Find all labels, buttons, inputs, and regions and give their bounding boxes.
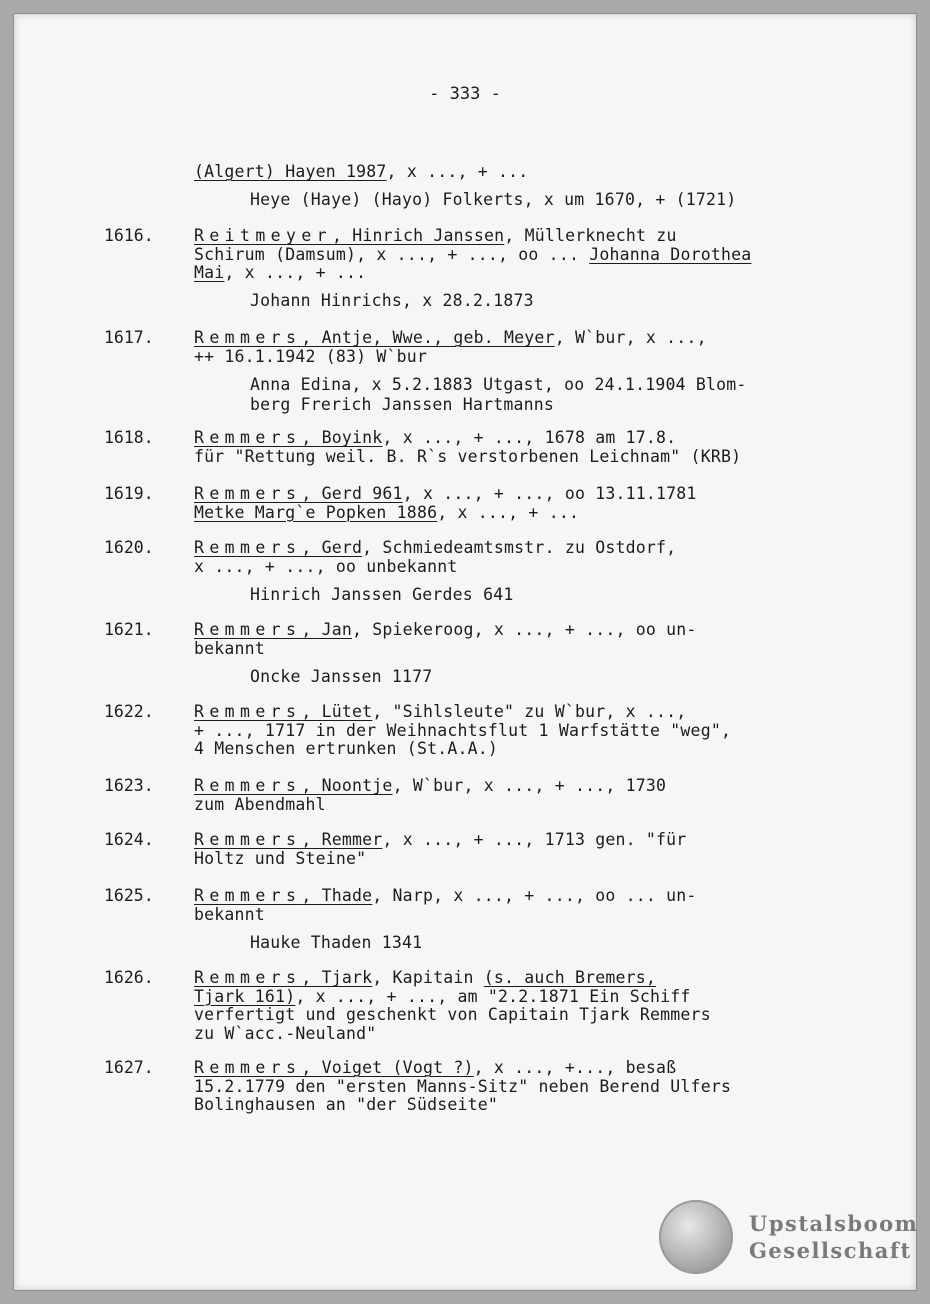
entry-line — [194, 263, 366, 283]
entry-text: Schirum (Damsum), x ..., + ..., oo ... — [194, 244, 590, 264]
entry-text: Bolinghausen an "der Südseite" — [194, 1095, 499, 1114]
entry-line — [194, 503, 579, 523]
entry-number: 1624. — [104, 830, 154, 849]
entry-line — [194, 347, 427, 367]
entry-line — [194, 1058, 676, 1078]
entry-text: , x ..., + ..., oo 13.11.1781 — [402, 484, 697, 503]
entry-text: , Thade — [301, 886, 373, 905]
entry-text: 4 Menschen ertrunken (St.A.A.) — [194, 739, 499, 758]
surname: Remmers — [194, 428, 302, 447]
entry-text: x ..., + ..., oo unbekannt — [194, 556, 458, 576]
entry-text: , Kapitain — [372, 968, 484, 987]
entry-text: , W`bur, x ..., + ..., 1730 — [392, 776, 667, 795]
entry-text: , Remmer — [301, 830, 383, 849]
logo-line-1: Upstalsboom — [749, 1211, 919, 1236]
page-number: - 333 - — [429, 84, 501, 104]
surname: Remmers — [194, 968, 302, 987]
entry-line — [194, 447, 741, 467]
entry-text: Mai — [194, 263, 225, 282]
surname: Remmers — [194, 538, 302, 557]
entry-line — [194, 538, 676, 558]
entry-text: , Gerd — [301, 538, 363, 557]
entry-line — [194, 739, 498, 759]
surname: Remmers — [194, 328, 302, 347]
entry-line — [194, 776, 666, 796]
entry-line — [194, 226, 677, 246]
entry-text: , x ..., + ..., am "2.2.1871 Ein Schiff — [295, 986, 691, 1006]
entry-line — [194, 245, 751, 265]
entry-line — [194, 1005, 711, 1025]
child-line: Oncke Janssen 1177 — [250, 666, 433, 686]
entry-text: , Boyink — [301, 428, 383, 447]
entry-line — [194, 905, 265, 925]
entry-text: , Hinrich Janssen — [332, 226, 505, 245]
entry-line — [194, 849, 366, 869]
entry-text: bekannt — [194, 904, 265, 924]
entry-line — [194, 1077, 731, 1097]
entry-number: 1621. — [104, 620, 154, 639]
child-line: Hinrich Janssen Gerdes 641 — [250, 584, 514, 604]
entry-line — [194, 620, 697, 640]
entry-number: 1623. — [104, 776, 154, 795]
entry-line — [194, 721, 731, 741]
entry-text: , Voiget (Vogt ?) — [301, 1058, 474, 1077]
entry-line — [194, 1095, 498, 1115]
child-line: berg Frerich Janssen Hartmanns — [250, 394, 555, 414]
seal-icon — [659, 1200, 733, 1274]
child-line: Anna Edina, x 5.2.1883 Utgast, oo 24.1.1904 Blom- — [250, 374, 747, 394]
entry-text: ++ 16.1.1942 (83) W`bur — [194, 346, 428, 366]
entry-line — [194, 484, 697, 504]
entry-line — [194, 639, 265, 659]
entry-text: , Noontje — [301, 776, 393, 795]
entry-text: verfertigt und geschenkt von Capitain Tjark Remmers — [194, 1005, 711, 1024]
entry-number: 1617. — [104, 328, 154, 347]
entry-text: Metke Marg`e Popken 1886 — [194, 502, 438, 522]
publisher-logo — [659, 1200, 918, 1274]
surname: Remmers — [194, 484, 302, 503]
entry-text: , x ..., + ..., 1713 gen. "für — [382, 830, 687, 849]
surname: Remmers — [194, 776, 302, 795]
entry-line — [194, 987, 691, 1007]
entry-text: (s. auch Bremers, — [483, 968, 657, 987]
entry-number: 1620. — [104, 538, 154, 557]
surname: Reitmeyer — [194, 226, 333, 245]
entry-text: , x ..., + ... — [386, 162, 529, 181]
entry-line — [194, 702, 686, 722]
entry-text: Holtz und Steine" — [194, 848, 367, 868]
surname: Remmers — [194, 1058, 302, 1077]
child-line: Hauke Thaden 1341 — [250, 932, 423, 952]
entry-text: , Müllerknecht zu — [504, 226, 677, 245]
entry-text: , Antje, Wwe., geb. Meyer — [301, 328, 555, 347]
entry-text: 15.2.1779 den "ersten Manns-Sitz" neben Berend Ulfers — [194, 1076, 732, 1096]
entry-text: , Narp, x ..., + ..., oo ... un- — [372, 886, 697, 905]
logo-line-2: Gesellschaft — [749, 1238, 912, 1263]
entry-number: 1618. — [104, 428, 154, 447]
entry-line — [194, 428, 676, 448]
surname: Remmers — [194, 886, 302, 905]
surname: Remmers — [194, 830, 302, 849]
entry-number: 1625. — [104, 886, 154, 905]
entry-line — [194, 1024, 376, 1044]
entry-text: , x ..., + ..., 1678 am 17.8. — [382, 428, 677, 447]
child-line: Heye (Haye) (Hayo) Folkerts, x um 1670, + (1721) — [250, 190, 737, 209]
entry-number: 1616. — [104, 226, 154, 245]
entry-text: Tjark 161) — [194, 986, 296, 1006]
surname: Remmers — [194, 702, 302, 721]
entry-number: 1619. — [104, 484, 154, 503]
document-page — [14, 14, 919, 1290]
entry-line — [194, 968, 656, 988]
entry-text: , x ..., + ... — [224, 263, 367, 282]
entry-text: , Gerd 961 — [301, 484, 403, 503]
child-line: Johann Hinrichs, x 28.2.1873 — [250, 291, 534, 310]
entry-line — [194, 830, 686, 850]
entry-line — [194, 328, 707, 348]
entry-text: zum Abendmahl — [194, 794, 326, 814]
entry-text: (Algert) Hayen 1987 — [194, 162, 387, 181]
entry-text: , Jan — [301, 620, 353, 639]
entry-number: 1622. — [104, 702, 154, 721]
entry-line — [194, 886, 697, 906]
entry-text: , W`bur, x ..., — [554, 328, 707, 347]
entry-text: bekannt — [194, 638, 265, 658]
entry-text: für "Rettung weil. B. R`s verstorbenen Leichnam" (KRB) — [194, 446, 742, 466]
entry-text: , x ..., + ... — [437, 502, 580, 522]
entry-text: , Schmiedeamtsmstr. zu Ostdorf, — [362, 538, 677, 557]
entry-text: , x ..., +..., besaß — [473, 1058, 677, 1077]
surname: Remmers — [194, 620, 302, 639]
entry-text: Johanna Dorothea — [589, 244, 752, 264]
entry-line — [194, 795, 326, 815]
entry-text: zu W`acc.-Neuland" — [194, 1023, 377, 1043]
entry-number: 1626. — [104, 968, 154, 987]
entry-number: 1627. — [104, 1058, 154, 1077]
entry-line — [194, 557, 457, 577]
entry-text: + ..., 1717 in der Weihnachtsflut 1 Warfstätte "weg", — [194, 720, 732, 740]
entry-text: , Spiekeroog, x ..., + ..., oo un- — [352, 620, 697, 639]
entry-text: , Tjark — [301, 968, 373, 987]
entry-text: , Lütet — [301, 702, 373, 721]
entry-line — [194, 162, 528, 182]
entry-text: , "Sihlsleute" zu W`bur, x ..., — [372, 702, 687, 721]
